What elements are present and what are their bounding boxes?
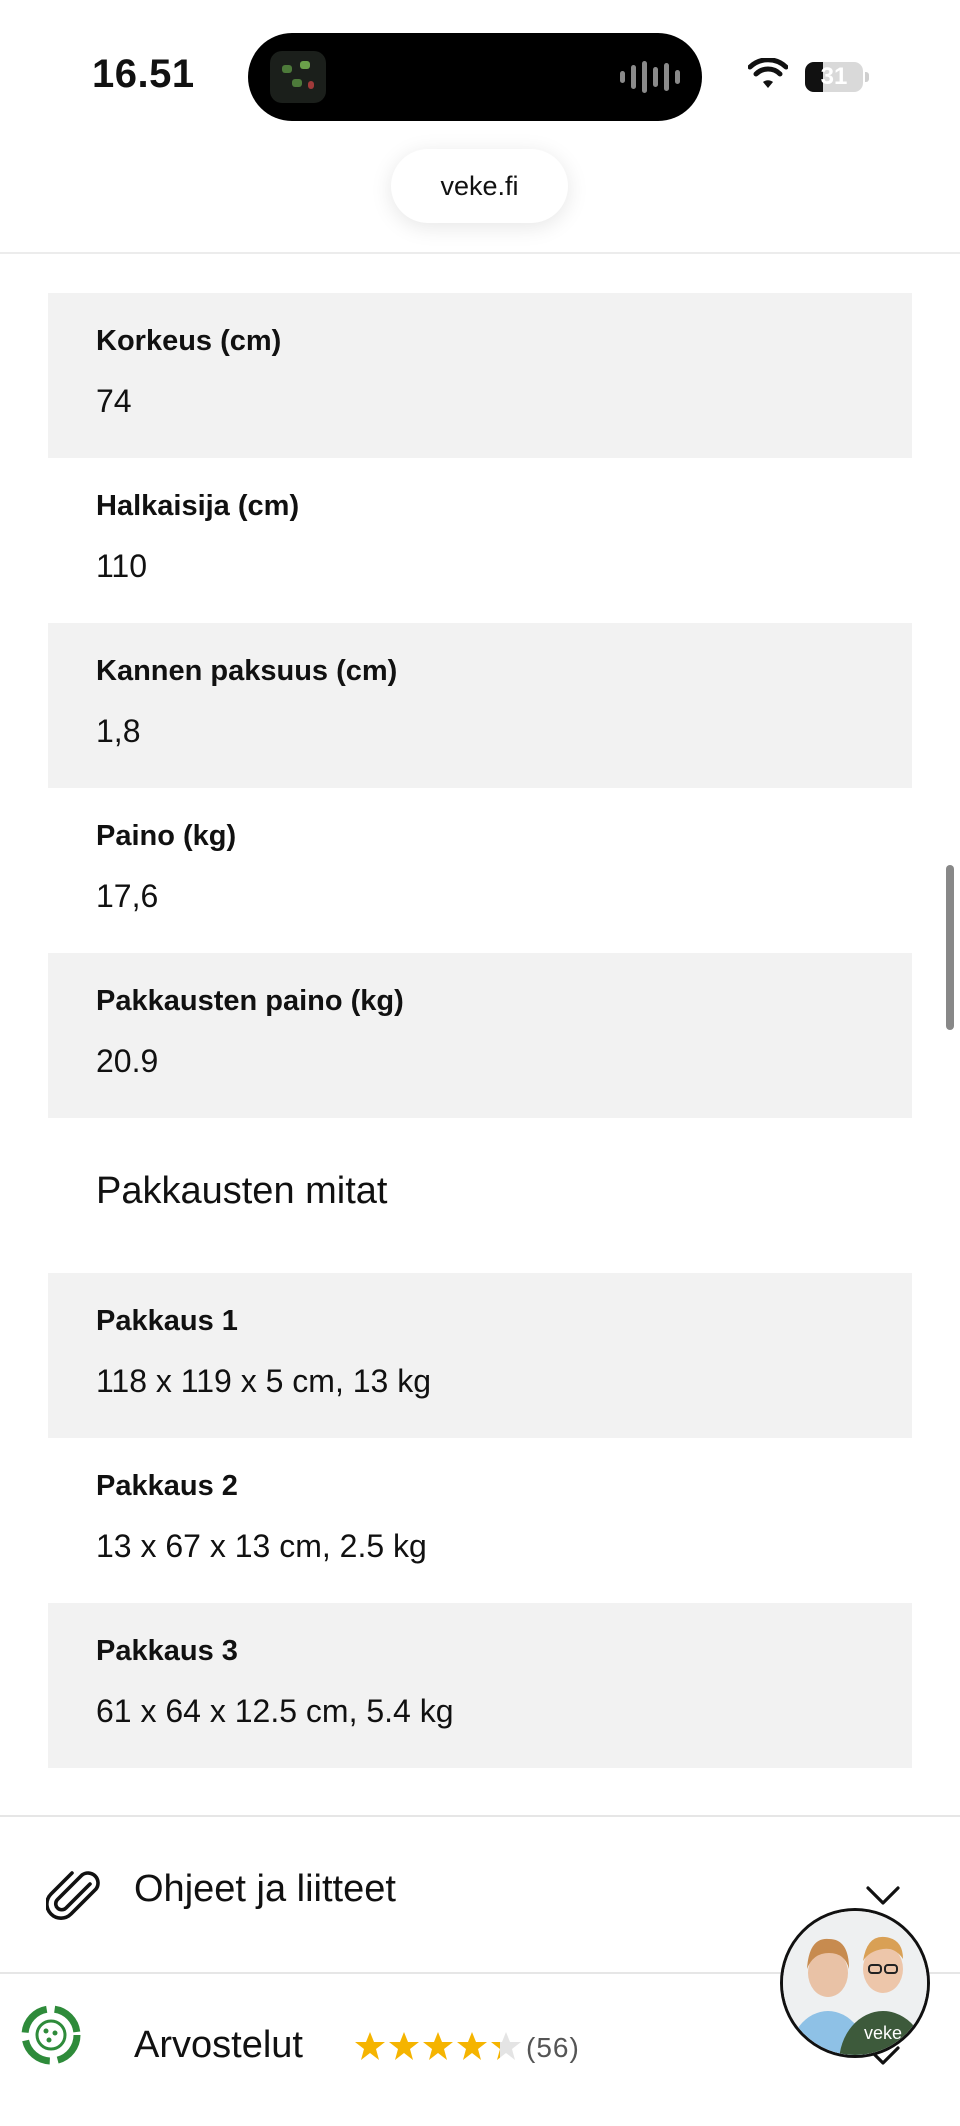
paperclip-icon [46,1868,104,1926]
address-bar-url[interactable]: veke.fi [391,149,568,223]
package-value: 13 x 67 x 13 cm, 2.5 kg [96,1528,427,1564]
spec-list [48,293,912,1118]
star-icon [422,2030,454,2062]
status-time: 16.51 [92,52,195,96]
battery-percent: 31 [820,63,848,90]
wifi-icon [748,58,788,90]
spec-label: Paino (kg) [96,820,237,852]
avatar-shirt-text: veke [863,2023,903,2043]
package-row-2 [48,1438,912,1603]
star-icon [456,2030,488,2062]
battery-icon [805,62,863,92]
star-icon [388,2030,420,2062]
audio-waveform-icon [620,61,680,93]
spec-label: Korkeus (cm) [96,325,282,357]
spec-label: Kannen paksuus (cm) [96,655,398,687]
dynamic-island[interactable] [248,33,702,121]
spec-row-diameter [48,458,912,623]
battery-tip [865,72,869,82]
spec-value: 74 [96,383,132,419]
package-label: Pakkaus 1 [96,1305,238,1337]
star-icon [490,2030,522,2062]
spec-row-top-thickness [48,623,912,788]
star-icon [354,2030,386,2062]
spec-value: 1,8 [96,713,141,749]
packages-heading: Pakkausten mitat [96,1170,388,1212]
package-row-3 [48,1603,912,1768]
spec-value: 20.9 [96,1043,159,1079]
spec-row-weight [48,788,912,953]
support-agents-avatar [783,1911,927,2055]
spec-label: Pakkausten paino (kg) [96,985,404,1017]
toolbar-divider [0,252,960,254]
package-label: Pakkaus 2 [96,1470,238,1502]
package-value: 61 x 64 x 12.5 cm, 5.4 kg [96,1693,454,1729]
package-list [48,1273,912,1768]
package-row-1 [48,1273,912,1438]
chevron-down-icon[interactable] [866,1886,900,1906]
spec-row-height [48,293,912,458]
spec-label: Halkaisija (cm) [96,490,300,522]
spec-row-package-weight [48,953,912,1118]
spec-value: 110 [96,548,148,584]
status-bar [0,0,960,150]
spec-value: 17,6 [96,878,159,914]
attachments-title: Ohjeet ja liitteet [134,1868,396,1910]
now-playing-thumbnail [270,51,326,103]
section-divider [0,1815,960,1817]
package-label: Pakkaus 3 [96,1635,238,1667]
package-value: 118 x 119 x 5 cm, 13 kg [96,1363,431,1399]
recycle-badge-icon[interactable] [16,2000,86,2070]
chat-support-button[interactable] [780,1908,930,2058]
scrollbar[interactable] [946,865,954,1030]
star-rating [354,2030,522,2062]
review-count: (56) [526,2032,580,2063]
reviews-title: Arvostelut [134,2024,303,2066]
